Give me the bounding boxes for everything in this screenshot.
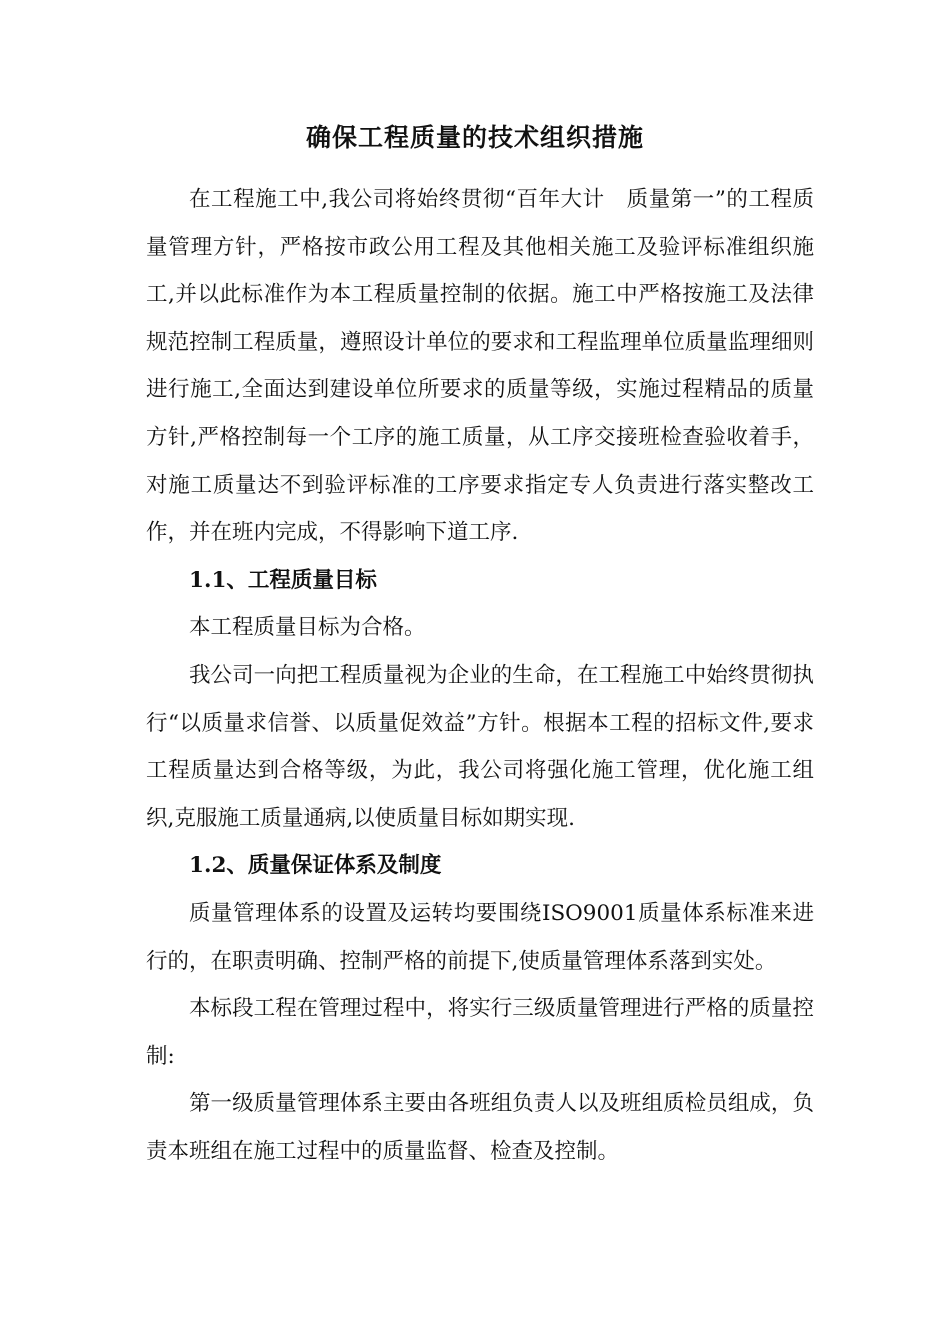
three-level-control-paragraph: 本标段工程在管理过程中，将实行三级质量管理进行严格的质量控制: <box>146 996 814 1069</box>
intro-paragraph: 在工程施工中,我公司将始终贯彻“百年大计 质量第一”的工程质量管理方针，严格按市政公用工程及其他相关施工及验评标准组织施工,并以此标准作为本工程质量控制的依据。施工中严格按施工及法律规范控制工程质量，遵照设计单位的要求和工程监理单位质量监理细则进行施工,全面达到建设单位所要求的质量等级，实施过程精品的质量方针,严格控制每一个工序的施工质量，从工序交接班检查验收着手，对施工质量达不到验评标准的工序要求指定专人负责进行落实整改工作，并在班内完成，不得影响下道工序. <box>146 187 814 546</box>
section-heading-quality-goal: 1.1、工程质量目标 <box>189 567 377 593</box>
quality-goal-paragraph: 本工程质量目标为合格。 <box>189 615 426 641</box>
quality-system-paragraph: 质量管理体系的设置及运转均要围绕ISO9001质量体系标准来进行的，在职责明确、控制严格的前提下,使质量管理体系落到实处。 <box>146 900 814 974</box>
document-title: 确保工程质量的技术组织措施 <box>305 123 644 152</box>
section-heading-quality-system: 1.2、质量保证体系及制度 <box>189 853 442 879</box>
first-level-paragraph: 第一级质量管理体系主要由各班组负责人以及班组质检员组成，负责本班组在施工过程中的质量监督、检查及控制。 <box>146 1091 814 1164</box>
quality-commitment-paragraph: 我公司一向把工程质量视为企业的生命，在工程施工中始终贯彻执行“以质量求信誉、以质量促效益”方针。根据本工程的招标文件,要求工程质量达到合格等级，为此，我公司将强化施工管理，优化施工组织,克服施工质量通病,以使质量目标如期实现. <box>146 662 814 831</box>
document-body <box>146 176 814 1175</box>
